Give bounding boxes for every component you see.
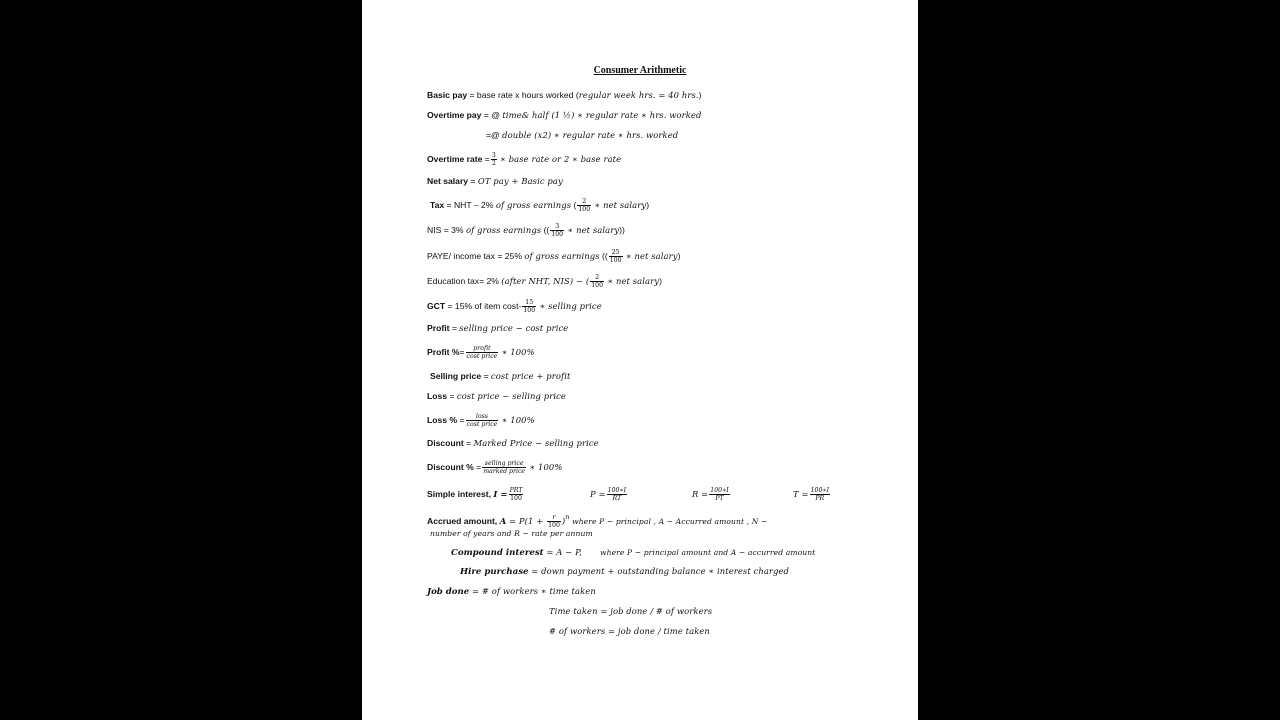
compound-interest-math: = A − P, [543, 547, 582, 557]
simple-interest-t-fraction [810, 487, 830, 502]
accrued-amount-close: ) [561, 516, 566, 526]
net-salary-text: = [468, 176, 478, 186]
fraction-denominator: cost price [466, 421, 498, 428]
page-title: Consumer Arithmetic [593, 65, 687, 76]
profit-percent-label: Profit % [427, 346, 460, 357]
discount-percent-line [427, 460, 562, 475]
compound-interest-label: Compound interest [451, 548, 544, 558]
overtime-rate-line [427, 152, 621, 167]
fraction-numerator: 2 [577, 198, 591, 206]
profit-text: = [449, 323, 460, 333]
paye-open: (( [599, 250, 608, 261]
loss-percent-line [427, 413, 535, 428]
overtime-pay-alt-text: =@ [486, 130, 503, 140]
net-salary-math: OT pay + Basic pay [477, 176, 563, 186]
tax-text: = NHT – 2% [444, 199, 496, 210]
fraction-numerator: PRT [509, 487, 523, 494]
fraction-numerator: 25 [609, 249, 623, 257]
nis-close: )) [619, 224, 625, 235]
overtime-pay-line [427, 109, 701, 121]
fraction-denominator: 100 [548, 522, 560, 530]
fraction-denominator: 100 [591, 282, 604, 289]
simple-interest-t [793, 487, 831, 502]
tax-math: of gross earnings [495, 199, 572, 210]
fraction-numerator: loss [466, 413, 499, 421]
discount-percent-text: = [473, 461, 482, 472]
simple-interest-p-lhs: P = [590, 488, 606, 499]
discount-label: Discount [427, 438, 464, 448]
gct-math: ∗ selling price [539, 300, 602, 311]
discount-text: = [463, 438, 474, 448]
basic-pay-close: ) [698, 90, 702, 100]
simple-interest-line [427, 487, 524, 502]
compound-interest-rest: where P − principal amount and A − accurred amount [600, 548, 816, 557]
fraction-denominator: marked price [483, 468, 526, 475]
fraction-numerator: 3 [491, 152, 496, 159]
selling-price-text: = [481, 371, 491, 381]
nis-math-2: ∗ net salary [567, 224, 620, 235]
hire-purchase-label: Hire purchase [460, 567, 529, 577]
simple-interest-r [692, 487, 731, 502]
education-tax-line [427, 274, 662, 289]
overtime-pay-math: time& half (1 ½) ∗ regular rate ∗ hrs. worked [502, 110, 702, 120]
tax-math-2: ∗ net salary [594, 199, 647, 210]
accrued-amount-eq: = P(1 + [506, 516, 547, 526]
gct-fraction [522, 299, 536, 314]
paye-text: PAYE/ income tax = 25% [427, 250, 525, 261]
hire-purchase-line [460, 565, 789, 578]
simple-interest-r-fraction [709, 487, 729, 502]
paye-close: ) [677, 250, 681, 261]
discount-percent-label: Discount % [427, 461, 474, 472]
paye-line [427, 249, 680, 264]
document-page [362, 0, 918, 720]
tax-fraction [577, 198, 591, 213]
simple-interest-p-fraction [607, 487, 627, 502]
fraction-denominator: cost price [466, 353, 498, 360]
loss-percent-math: ∗ 100% [501, 414, 535, 425]
paye-math-2: ∗ net salary [625, 250, 678, 261]
simple-interest-label: Simple interest, [427, 488, 491, 499]
simple-interest-i-lhs: I = [493, 489, 508, 500]
fraction-denominator: 100 [551, 231, 564, 238]
simple-interest-p [590, 487, 628, 502]
nis-text: NIS = 3% [427, 224, 466, 235]
fraction-numerator: 100∗I [810, 487, 830, 494]
gct-line [427, 299, 602, 314]
selling-price-label: Selling price [430, 371, 482, 381]
fraction-numerator: r [547, 514, 561, 522]
tax-open: ( [571, 199, 577, 210]
overtime-pay-label: Overtime pay [427, 110, 482, 120]
simple-interest-i-fraction [509, 487, 524, 502]
education-tax-fraction [590, 274, 604, 289]
nis-line [427, 223, 625, 238]
discount-line [427, 437, 599, 449]
fraction-denominator: PR [815, 495, 825, 502]
profit-math: selling price − cost price [459, 323, 569, 333]
fraction-numerator: 3 [550, 223, 564, 231]
education-tax-text: Education tax= 2% [427, 275, 502, 286]
hire-purchase-math: = down payment + outstanding balance ∗ interest charged [528, 566, 790, 576]
basic-pay-math: regular week hrs. = 40 hrs. [578, 90, 699, 100]
nis-open: (( [541, 224, 550, 235]
nis-math: of gross earnings [465, 224, 542, 235]
paye-fraction [609, 249, 623, 264]
fraction-denominator: 100 [578, 206, 591, 213]
basic-pay-text: = base rate x hours worked ( [467, 90, 579, 100]
workers-line [549, 625, 710, 637]
loss-math: cost price − selling price [456, 391, 566, 401]
basic-pay-label: Basic pay [427, 90, 468, 100]
profit-percent-math: ∗ 100% [501, 346, 535, 357]
job-done-math: = # of workers ∗ time taken [469, 586, 596, 596]
overtime-rate-math: ∗ base rate or 2 ∗ base rate [500, 153, 622, 164]
discount-math: Marked Price − selling price [473, 438, 599, 448]
fraction-numerator: profit [466, 345, 499, 353]
time-taken-line [549, 605, 712, 617]
fraction-numerator: 2 [590, 274, 604, 282]
profit-percent-fraction [466, 345, 499, 360]
job-done-line [427, 585, 596, 598]
accrued-amount-line-2 [430, 527, 593, 540]
loss-percent-label: Loss % [427, 414, 458, 425]
education-tax-math-2: ∗ net salary [607, 275, 660, 286]
paye-math: of gross earnings [524, 250, 600, 261]
gct-label: GCT [427, 300, 446, 311]
loss-label: Loss [427, 391, 448, 401]
fraction-denominator: 100 [609, 257, 622, 264]
overtime-rate-text: = [482, 153, 490, 164]
discount-percent-math: ∗ 100% [529, 461, 563, 472]
gct-text: = 15% of item cost- [445, 300, 522, 311]
fraction-numerator: 100∗I [607, 487, 627, 494]
loss-percent-text: = [457, 414, 465, 425]
fraction-numerator: 100∗I [710, 487, 729, 494]
selling-price-math: cost price + profit [490, 371, 571, 381]
workers-math: # of workers = job done / time taken [549, 626, 710, 636]
loss-text: = [447, 391, 457, 401]
discount-percent-fraction [482, 460, 526, 475]
fraction-denominator: 100 [510, 495, 522, 502]
loss-line [427, 390, 566, 402]
accrued-amount-label: Accrued amount, [427, 516, 498, 526]
simple-interest-r-lhs: R = [692, 488, 709, 499]
net-salary-label: Net salary [427, 176, 469, 186]
overtime-pay-text: = @ [481, 110, 503, 120]
compound-interest-line [451, 546, 582, 559]
profit-percent-text: = [459, 346, 465, 357]
accrued-amount-line2: number of years and R − rate per annum [430, 529, 593, 538]
education-tax-close: ) [659, 275, 662, 286]
fraction-denominator: RT [612, 495, 622, 502]
profit-label: Profit [427, 323, 450, 333]
profit-percent-line [427, 345, 535, 360]
overtime-rate-label: Overtime rate [427, 153, 483, 164]
fraction-numerator: selling price [482, 460, 526, 468]
accrued-amount-exponent: n [565, 513, 570, 521]
selling-price-line [430, 370, 570, 382]
fraction-denominator: PT [715, 495, 724, 502]
fraction-denominator: 100 [523, 307, 536, 314]
tax-line [430, 198, 649, 213]
basic-pay-line [427, 89, 702, 101]
tax-close: ) [646, 199, 650, 210]
overtime-pay-alt-line [486, 129, 678, 141]
accrued-amount-lhs: A [499, 517, 507, 527]
accrued-amount-rest: where P − principal , A − Accurred amount , N − [569, 517, 768, 526]
education-tax-math: (after NHT, NIS) − ( [501, 275, 590, 286]
net-salary-line [427, 175, 563, 187]
simple-interest-t-lhs: T = [793, 488, 809, 499]
compound-interest-note [600, 546, 815, 559]
fraction-denominator: 2 [491, 160, 496, 167]
overtime-pay-alt-math: double (x2) ∗ regular rate ∗ hrs. worked [502, 130, 679, 140]
job-done-label: Job done [427, 587, 470, 597]
overtime-rate-fraction [491, 152, 497, 167]
time-taken-math: Time taken = job done / # of workers [549, 606, 713, 616]
fraction-numerator: 15 [522, 299, 536, 307]
loss-percent-fraction [466, 413, 499, 428]
profit-line [427, 322, 568, 334]
nis-fraction [550, 223, 564, 238]
tax-label: Tax [430, 199, 445, 210]
